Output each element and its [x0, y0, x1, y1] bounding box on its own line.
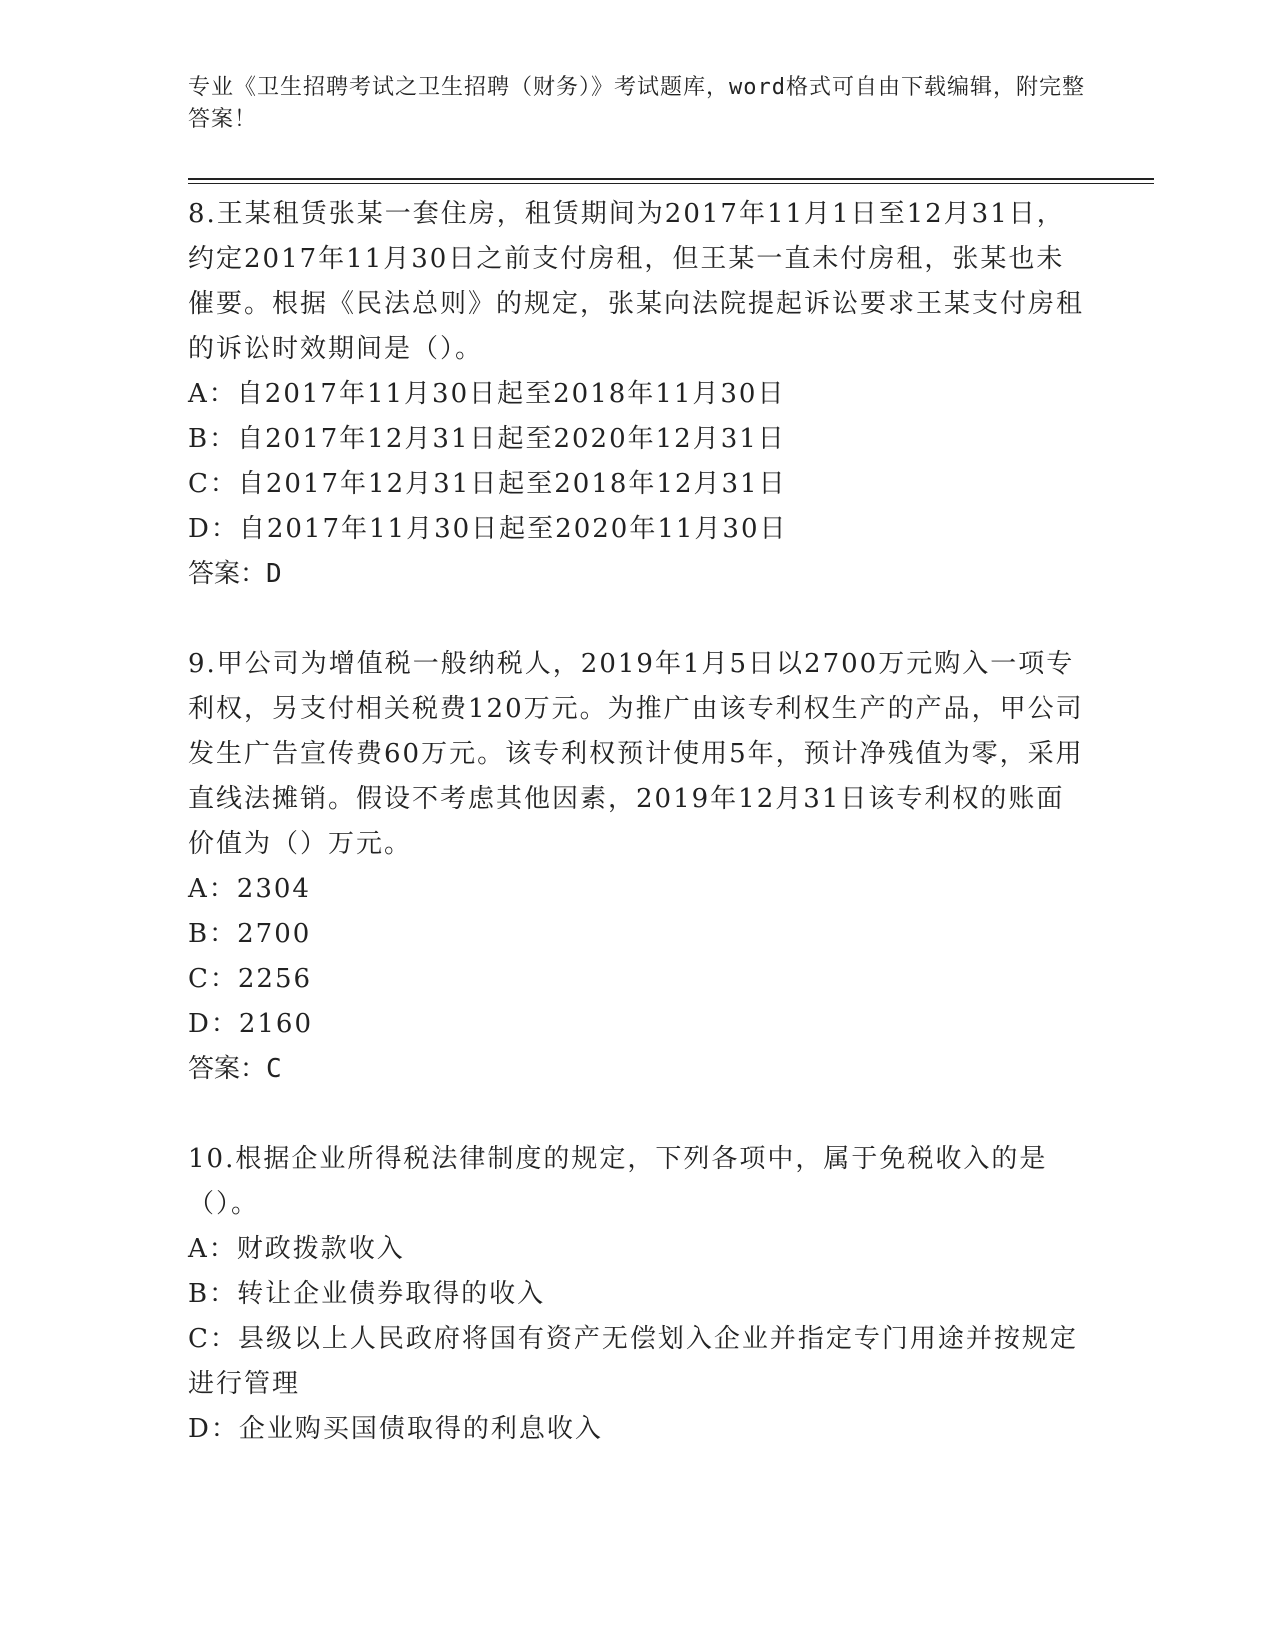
option-a: A：自2017年11月30日起至2018年11月30日 [188, 379, 786, 409]
question-10 [188, 1137, 1088, 1452]
divider-line-thick [188, 178, 1154, 180]
option-c: C：2256 [188, 964, 313, 994]
option-c: C：自2017年12月31日起至2018年12月31日 [188, 469, 787, 499]
answer-line: 答案：D [188, 559, 282, 589]
spacer [188, 597, 1088, 642]
option-d: D：企业购买国债取得的利息收入 [188, 1414, 603, 1444]
option-d: D：自2017年11月30日起至2020年11月30日 [188, 514, 788, 544]
document-page [188, 72, 1088, 136]
option-a: A：2304 [188, 874, 311, 904]
spacer [188, 1092, 1088, 1137]
divider-line-thin [188, 183, 1154, 184]
question-9 [188, 642, 1088, 1092]
answer-line: 答案：C [188, 1054, 282, 1084]
question-list [188, 192, 1088, 1452]
option-c: C：县级以上人民政府将国有资产无偿划入企业并指定专门用途并按规定进行管理 [188, 1324, 1078, 1399]
option-b: B：2700 [188, 919, 312, 949]
question-stem: 10.根据企业所得税法律制度的规定，下列各项中，属于免税收入的是（）。 [188, 1144, 1048, 1219]
question-stem: 9.甲公司为增值税一般纳税人，2019年1月5日以2700万元购入一项专利权，另支付相关税费120万元。为推广由该专利权生产的产品，甲公司发生广告宣传费60万元。该专利权预计使用5年，预计净残值为零，采用直线法摊销。假设不考虑其他因素，2019年12月31日该专利权的账面价值为（）万元。 [188, 649, 1084, 859]
header-divider [188, 178, 1154, 184]
question-stem: 8.王某租赁张某一套住房，租赁期间为2017年11月1日至12月31日，约定2017年11月30日之前支付房租，但王某一直未付房租，张某也未催要。根据《民法总则》的规定，张某向法院提起诉讼要求王某支付房租的诉讼时效期间是（）。 [188, 199, 1085, 364]
question-8 [188, 192, 1088, 597]
document-header: 专业《卫生招聘考试之卫生招聘（财务）》考试题库，word格式可自由下载编辑，附完整答案！ [188, 75, 1085, 132]
option-b: B：自2017年12月31日起至2020年12月31日 [188, 424, 786, 454]
option-a: A：财政拨款收入 [188, 1234, 405, 1264]
option-d: D：2160 [188, 1009, 314, 1039]
option-b: B：转让企业债券取得的收入 [188, 1279, 546, 1309]
